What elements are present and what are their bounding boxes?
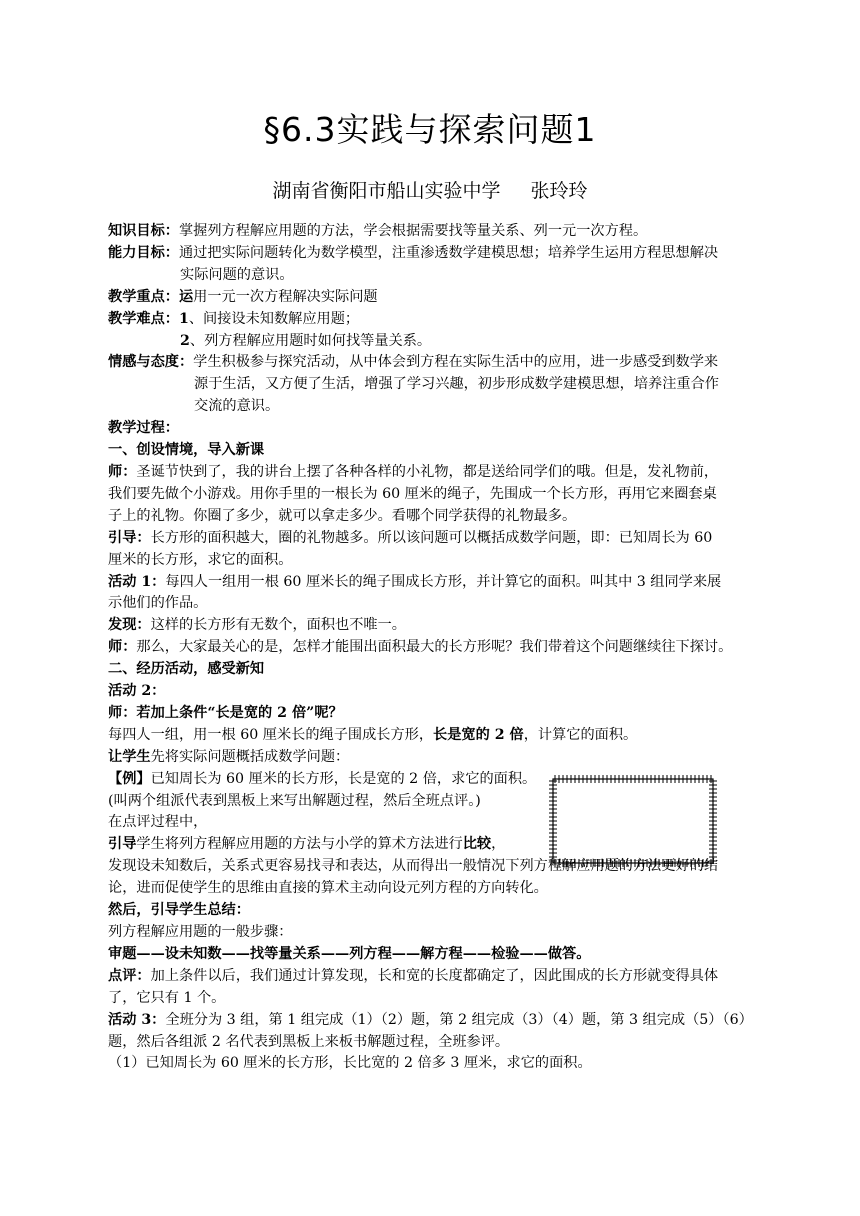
discovery-label: 发现： (108, 617, 151, 634)
teaching-focus-text: 用一元一次方程解决实际问题 (193, 288, 378, 305)
teaching-difficulty-label: 教学难点： (108, 310, 179, 327)
lead-bold: 引导 (108, 836, 137, 853)
activity-3-label: 活动 3： (108, 1011, 166, 1028)
teacher-para-2 (108, 637, 754, 659)
emotion-attitude-label: 情感与态度： (108, 354, 194, 371)
review-para (108, 966, 754, 988)
activity-3-para (108, 1010, 754, 1032)
knowledge-goal-label: 知识目标： (108, 223, 179, 239)
guide-para (108, 528, 754, 550)
ability-goal (108, 243, 754, 265)
ability-goal-cont: 实际问题的意识。 (180, 266, 294, 283)
activity-1-label: 活动 1： (108, 573, 166, 590)
guide-text-1: 长方形的面积越大，圈的礼物越多。所以该问题可以概括成数学问题，即：已知周长为 60 (150, 529, 713, 546)
activity-2-question: 师：若加上条件“长是宽的 2 倍”呢？ (108, 704, 343, 721)
review-label: 点评： (108, 967, 151, 984)
emotion-attitude (108, 352, 754, 374)
activity-3-text-1: 全班分为 3 组，第 1 组完成（1）（2）题，第 2 组完成（3）（4）题，第 3 组完成（5）（6） (165, 1011, 753, 1028)
review-text-2: 了，它只有 1 个。 (108, 989, 226, 1006)
section-1-heading: 一、创设情境，导入新课 (108, 442, 265, 459)
difficulty-2-num: 2 (180, 332, 190, 349)
page-title: §6.3实践与探索问题1 (263, 110, 597, 149)
found-text-1: 发现设未知数后，关系式更容易找寻和表达，从而得出一般情况下列方程解应用题的方法更好的结 (108, 858, 719, 875)
teacher-2-label: 师： (108, 639, 137, 656)
author-name: 张玲玲 (530, 180, 588, 202)
steps-text: 审题——设未知数——找等量关系——列方程——解方程——检验——做答。 (108, 945, 591, 962)
teaching-difficulty (108, 309, 754, 331)
guide-label: 引导： (108, 529, 151, 546)
lead-end: ， (491, 836, 506, 853)
discovery-para (108, 615, 754, 637)
teacher-2-text: 那么，大家最关心的是，怎样才能围出面积最大的长方形呢？我们带着这个问题继续往下探讨。 (136, 639, 733, 656)
found-text-2: 论，进而促使学生的思维由直接的算术主动向设元列方程的方向转化。 (108, 880, 548, 897)
teaching-difficulty-2 (108, 331, 754, 353)
difficulty-1-num: 1 (178, 310, 189, 327)
guide-text-2: 厘米的长方形，求它的面积。 (108, 551, 293, 568)
teacher-label: 师： (108, 463, 137, 480)
review-text-1: 加上条件以后，我们通过计算发现，长和宽的长度都确定了，因此围成的长方形就变得具体 (150, 967, 719, 984)
teaching-focus (108, 287, 754, 309)
knowledge-goal-text: 掌握列方程解应用题的方法，学会根据需要找等量关系、列一元一次方程。 (178, 223, 648, 239)
document-body (108, 221, 754, 1075)
discovery-text: 这样的长方形有无数个，面积也不唯一。 (150, 617, 406, 634)
let-students-text: 先将实际问题概括成数学问题： (150, 748, 350, 765)
teacher-text-3: 子上的礼物。你圈了多少，就可以拿走多少。看哪个同学获得的礼物最多。 (108, 507, 577, 524)
rope-rectangle-figure (547, 773, 719, 869)
author-line (0, 176, 860, 203)
emotion-attitude-text: 学生积极参与探究活动，从中体会到方程在实际生活中的应用，进一步感受到数学来 (193, 354, 719, 371)
ability-goal-text: 通过把实际问题转化为数学模型，注重渗透数学建模思想；培养学生运用方程思想解决 (178, 244, 719, 261)
example-text: 已知周长为 60 厘米的长方形，长是宽的 2 倍，求它的面积。 (150, 770, 537, 787)
example-label: 【例】 (108, 770, 151, 787)
emotion-attitude-cont-2: 交流的意识。 (194, 398, 280, 415)
activity-2-label: 活动 2： (108, 683, 166, 700)
ability-goal-label: 能力目标： (108, 244, 179, 261)
section-2-heading: 二、经历活动，感受新知 (108, 661, 265, 678)
then-summary: 然后，引导学生总结： (108, 902, 250, 919)
difficulty-1-text: 、间接设未知数解应用题； (188, 310, 360, 327)
question-1: （1）已知周长为 60 厘米的长方形，长比宽的 2 倍多 3 厘米，求它的面积。 (108, 1055, 592, 1072)
comment-process: 在点评过程中， (108, 814, 208, 831)
activity-1-para (108, 572, 754, 594)
teaching-focus-bold: 运 (178, 288, 194, 305)
knowledge-goal (108, 221, 754, 243)
teacher-text-2: 我们要先做个小游戏。用你手里的一根长为 60 厘米的绳子，先围成一个长方形，再用它来圈套桌 (108, 485, 717, 502)
activity-1-text-1: 每四人一组用一根 60 厘米长的绳子围成长方形，并计算它的面积。叫其中 3 组同学来展 (165, 573, 722, 590)
teacher-text-1: 圣诞节快到了，我的讲台上摆了各种各样的小礼物，都是送给同学们的哦。但是，发礼物前， (136, 463, 719, 480)
teacher-para-1 (108, 462, 754, 484)
teaching-focus-label: 教学重点： (108, 288, 179, 305)
let-students-bold: 让学生 (108, 748, 151, 765)
compare-bold: 比较 (462, 836, 492, 853)
let-students-line (108, 747, 754, 769)
activity-1-text-2: 示他们的作品。 (108, 595, 208, 612)
process-heading: 教学过程： (108, 420, 179, 437)
author-school: 湖南省衡阳市船山实验中学 (272, 180, 501, 202)
difficulty-2-text: 、列方程解应用题时如何找等量关系。 (189, 332, 432, 349)
steps-intro: 列方程解应用题的一般步骤： (108, 924, 293, 940)
lead-text: 学生将列方程解应用题的方法与小学的算术方法进行 (136, 836, 463, 853)
activity-2-task-bold: 长是宽的 2 倍 (433, 726, 524, 743)
activity-3-text-2: 题，然后各组派 2 名代表到黑板上来板书解题过程，全班参评。 (108, 1033, 510, 1050)
activity-2-task-a: 每四人一组，用一根 60 厘米长的绳子围成长方形， (108, 726, 434, 743)
example-note: (叫两个组派代表到黑板上来写出解题过程，然后全班点评。) (108, 792, 481, 809)
activity-2-task-b: ，计算它的面积。 (523, 726, 638, 743)
emotion-attitude-cont-1: 源于生活，又方便了生活，增强了学习兴趣，初步形成数学建模思想，培养注重合作 (194, 376, 719, 393)
activity-2-task (108, 725, 754, 747)
